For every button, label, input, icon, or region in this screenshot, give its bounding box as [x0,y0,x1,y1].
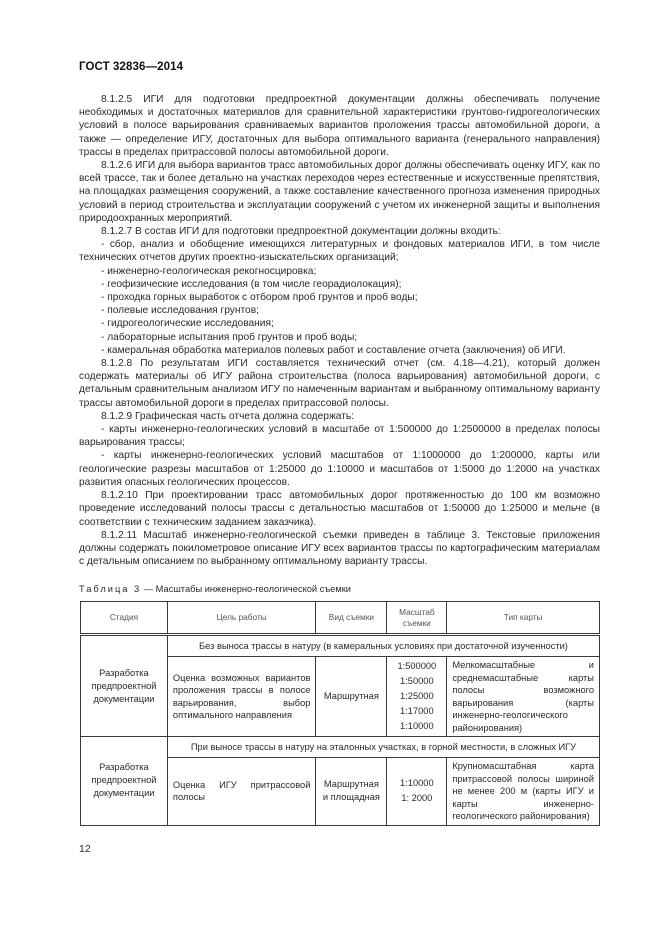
stage-cell: Разработка предпроектной документации [81,635,168,737]
scale-value: 1:25000 [400,691,434,701]
group-condition-cell: Без выноса трассы в натуру (в камеральных условиях при достаточной изученности) [167,635,599,657]
scale-value: 1:10000 [400,778,434,789]
scale-table [80,601,600,826]
list-item: - карты инженерно-геологических условий в масштабе от 1:500000 до 1:2500000 в пределах полосы варьирования трассы; [79,424,600,449]
stage-cell: Разработка предпроектной документации [81,737,168,826]
paragraph-8-1-2-6: 8.1.2.6 ИГИ для выбора вариантов трасс автомобильных дорог должны обеспечивать оценку ИГУ, как по всей трассе, так и более детально на участках переходов через естественные и искусственные препятствия, на площадках размещения сооружений, а также составление качественного прогноза изменения природных условий в период строительства и эксплуатации сооружений с учетом их инженерной защиты и выполнения природоохранных мероприятий. [79,160,600,224]
list-item: - геофизические исследования (в том числе георадиолокация); [101,278,402,290]
scale-value: 1: 2000 [401,793,433,804]
table-caption-label: Таблица 3 [79,584,142,594]
list-item: - проходка горных выработок с отбором проб грунтов и проб воды; [101,292,418,304]
map-type-cell: Мелкомасштабные и среднемасштабные карты полосы возможного варьирования (карты инженерно-геологического районирования) [447,657,600,737]
column-header-scale: Масштаб съемки [387,602,447,635]
list-item: - лабораторные испытания проб грунтов и проб воды; [101,331,358,343]
list-item: - инженерно-геологическая рекогносцировка; [101,265,317,277]
paragraph-8-1-2-7: 8.1.2.7 В состав ИГИ для подготовки предпроектной документации должны входить: [101,226,501,238]
table-group-row [81,635,600,657]
scale-value: 1:500000 [397,661,437,671]
purpose-cell: Оценка ИГУ притрассовой полосы [167,758,316,826]
list-item: - гидрогеологические исследования; [101,318,274,330]
list-item: - карты инженерно-геологических условий масштабов от 1:1000000 до 1:200000, карты или геологические разрезы масштабов от 1:25000 до 1:10000 и масштабов от 1:5000 до 1:2000 на участках развития опасных геологических процессов. [79,450,600,488]
table-caption-text: — Масштабы инженерно-геологической съемки [141,584,351,594]
scale-cell [387,657,447,737]
body-text [79,93,600,568]
paragraph-8-1-2-9: 8.1.2.9 Графическая часть отчета должна содержать: [101,410,355,422]
column-header-survey-type: Вид съемки [316,602,387,635]
paragraph-8-1-2-5: 8.1.2.5 ИГИ для подготовки предпроектной документации должны обеспечивать получение необходимых и достаточных материалов для сравнительной характеристики грунтово-гидрогеологических условий в полосе варьирования сравниваемых вариантов проложения трассы автомобильной дороги, а также — определение ИГУ, достаточных для выбора оптимального варианта (генерального направления) трассы в пределах притрассовой полосы автомобильной дороги. [79,94,600,158]
paragraph-8-1-2-10: 8.1.2.10 При проектировании трасс автомобильных дорог протяженностью до 100 км возможно проведение исследований полосы трассы с детальностью масштабов от 1:50000 до 1:25000 и мельче (в соответствии с техническим заданием заказчика). [79,490,600,528]
list-item: - камеральная обработка материалов полевых работ и составление отчета (заключения) об ИГИ. [101,344,566,356]
paragraph-8-1-2-11: 8.1.2.11 Масштаб инженерно-геологической съемки приведен в таблице 3. Текстовые приложения должны содержать покилометровое описание ИГУ всех вариантов трассы по картографическим материалам с детальным описанием по выбранному оптимальному варианту трассы. [79,529,600,568]
table-header-row [81,602,600,635]
scale-value: 1:50000 [400,676,434,686]
list-item: - полевые исследования грунтов; [101,305,259,317]
group-condition-cell: При выносе трассы в натуру на эталонных участках, в горной местности, в сложных ИГУ [167,737,599,758]
list-item: - сбор, анализ и обобщение имеющихся литературных и фондовых материалов ИГИ, в том числе технических отчетов других проектно-изыскательских организаций; [79,239,600,264]
map-type-cell: Крупномасштабная карта притрассовой полосы шириной не менее 200 м (карты ИГУ и карты инженерно-геологического районирования) [447,758,600,826]
scale-value: 1:10000 [400,721,434,731]
document-header: ГОСТ 32836—2014 [79,61,184,73]
table-group-row [81,737,600,758]
column-header-purpose: Цель работы [167,602,316,635]
column-header-map-type: Тип карты [447,602,600,635]
page-number: 12 [79,843,91,855]
purpose-cell: Оценка возможных вариантов проложения трассы в полосе варьирования, выбор оптимального направления [167,657,316,737]
table-caption [79,584,351,594]
column-header-stage: Стадия [81,602,168,635]
scale-cell [387,758,447,826]
survey-type-cell: Маршрутная и площадная [316,758,387,826]
scale-value: 1:17000 [400,706,434,716]
paragraph-8-1-2-8: 8.1.2.8 По результатам ИГИ составляется технический отчет (см. 4.18—4.21), который должен содержать материалы об ИГУ района строительства (полоса варьирования) автомобильной дороги, с детальным сравнительным анализом ИГУ по намеченным вариантам и выбранному оптимальному варианту трассы автомобильной дороги в пределах притрассовой полосы. [79,358,600,409]
survey-type-cell: Маршрутная [316,657,387,737]
